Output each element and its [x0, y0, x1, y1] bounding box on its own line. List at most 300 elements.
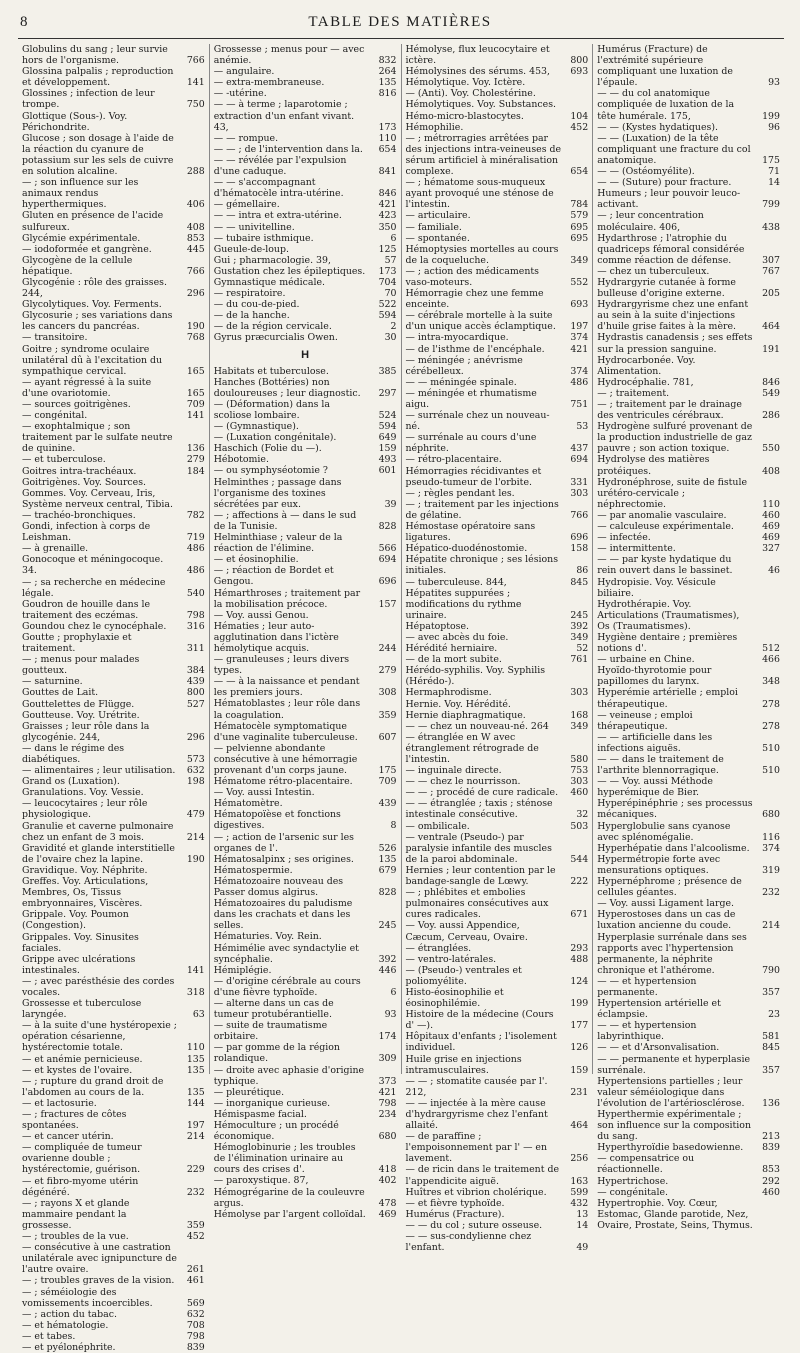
- entry-text: Goitrigènes. Voy. Sources.: [22, 476, 147, 488]
- entry-text: — ; avec parésthésie des cordes vocales.: [22, 975, 175, 998]
- entry-page: 205: [762, 288, 780, 300]
- entry-text: Hyperostoses dans un cas de luxation ancienne du coude.: [597, 909, 736, 932]
- index-entry: [22, 454, 205, 465]
- index-entry: [406, 1098, 589, 1131]
- index-entry: [22, 1309, 205, 1320]
- index-entry: [597, 299, 780, 332]
- entry-text: — ; affections à — dans le sud de la Tunisie.: [213, 509, 357, 532]
- index-entry: [22, 787, 205, 798]
- entry-text: — ; hématome sous-muqueux ayant provoqué une sténose de l'intestin.: [405, 177, 554, 211]
- index-entry: [597, 1076, 780, 1109]
- index-entry: [214, 77, 397, 88]
- index-entry: [406, 643, 589, 654]
- entry-text: Glucose ; son dosage à l'aide de la réaction du cyanure de potassium sur les sels de cuivre en solution alcaline.: [22, 132, 174, 178]
- entry-text: — congénital.: [22, 410, 88, 422]
- entry-text: — — (Luxation) de la tête compliquant une fracture du col anatomique.: [597, 132, 751, 166]
- entry-text: Hémophilie.: [405, 121, 464, 133]
- index-entry: [214, 1087, 397, 1098]
- entry-page: 464: [762, 321, 780, 333]
- entry-page: 244: [378, 642, 397, 654]
- entry-page: 374: [570, 365, 589, 377]
- index-entry: [406, 244, 589, 266]
- entry-page: 32: [576, 809, 589, 821]
- entry-text: Hyperplasie surrénale dans ses rapports avec l'hypertension permanente, la néphrite chronique et l'athérome.: [597, 931, 747, 976]
- index-entry: [214, 233, 397, 244]
- index-entry: [214, 1187, 397, 1209]
- page-header: [0, 8, 800, 36]
- entry-text: — (Déformation) dans la scoliose lombaire.: [213, 398, 330, 421]
- index-entry: [597, 122, 780, 133]
- entry-text: Hématozoaires du paludisme dans les crachats et dans les selles.: [213, 898, 353, 932]
- entry-page: 199: [570, 998, 589, 1010]
- entry-text: — et fièvre typhoïde.: [405, 1197, 505, 1209]
- entry-text: Hypertrophie. Voy. Cœur, Estomac, Glande parotide, Nez, Ovaire, Prostate, Seins, Thymus.: [597, 1197, 753, 1231]
- header-rule: [18, 38, 784, 39]
- entry-page: 116: [762, 831, 780, 843]
- entry-text: — cérébrale mortelle à la suite d'un unique accès éclamptique.: [405, 310, 556, 333]
- index-entry: [597, 821, 780, 843]
- entry-text: Hernies ; leur contention par le bandage-sangle de Lœwy.: [405, 864, 556, 888]
- index-entry: [214, 332, 397, 343]
- entry-text: Glottique (Sous-). Voy. Périchondrite.: [22, 110, 128, 133]
- index-entry: [214, 510, 397, 532]
- index-entry: [22, 233, 205, 244]
- entry-page: 486: [186, 543, 205, 555]
- index-entry: [406, 355, 589, 377]
- entry-page: 6: [390, 986, 397, 998]
- index-entry: [597, 532, 780, 543]
- entry-page: 39: [384, 498, 397, 510]
- entry-text: — (Pseudo-) ventrales et poliomyélite.: [405, 964, 522, 987]
- entry-page: 53: [576, 421, 589, 433]
- entry-page: 579: [570, 210, 589, 222]
- entry-page: 402: [378, 1175, 397, 1187]
- entry-page: 303: [570, 776, 589, 788]
- entry-page: 359: [378, 709, 397, 721]
- index-entry: [214, 809, 397, 831]
- entry-page: 374: [762, 842, 780, 854]
- index-columns: [18, 44, 784, 1353]
- entry-page: 159: [378, 443, 397, 455]
- entry-page: 469: [762, 521, 780, 533]
- entry-text: — de la hanche.: [213, 310, 290, 322]
- index-entry: [406, 832, 589, 865]
- entry-page: 493: [378, 454, 397, 466]
- index-entry: [406, 798, 589, 820]
- index-entry: [406, 122, 589, 133]
- entry-page: 135: [378, 853, 397, 865]
- entry-text: Glycogénie : rôle des graisses. 244,: [22, 276, 167, 300]
- index-entry: [22, 1231, 205, 1242]
- entry-text: — intra-myocardique.: [405, 332, 509, 344]
- index-entry: [406, 77, 589, 88]
- entry-page: 296: [186, 288, 205, 300]
- entry-page: 49: [576, 1242, 589, 1254]
- index-entry: [597, 88, 780, 121]
- entry-text: Hémolyse par l'argent colloïdal.: [213, 1208, 366, 1220]
- entry-page: 439: [378, 798, 397, 810]
- entry-page: 175: [762, 154, 780, 166]
- index-entry: [22, 954, 205, 976]
- entry-text: — ; troubles graves de la vision.: [22, 1275, 175, 1287]
- entry-page: 460: [762, 509, 780, 521]
- index-entry: [22, 998, 205, 1020]
- entry-text: Goundou chez le cynocéphale.: [22, 620, 167, 632]
- entry-text: Hydrargyrisme chez une enfant au sein à la suite d'injections d'huile grise faites à la mère.: [597, 299, 749, 333]
- entry-text: — -utérine.: [213, 88, 267, 100]
- entry-text: — droite avec aphasie d'origine typhique.: [213, 1064, 365, 1087]
- entry-page: 232: [186, 1186, 205, 1198]
- entry-text: — ; leur concentration moléculaire. 406,: [597, 210, 704, 233]
- index-entry: [22, 421, 205, 454]
- entry-page: 704: [378, 276, 397, 288]
- entry-page: 110: [378, 132, 397, 144]
- index-entry: [597, 654, 780, 665]
- entry-page: 766: [186, 55, 205, 67]
- entry-text: — méningée et rhumatisme aigu.: [405, 387, 537, 410]
- entry-text: — — à la naissance et pendant les premiers jours.: [213, 676, 360, 699]
- entry-page: 157: [378, 598, 397, 610]
- entry-page: 214: [762, 920, 780, 932]
- entry-page: 279: [186, 454, 205, 466]
- index-entry: [406, 588, 589, 621]
- index-entry: [406, 1031, 589, 1053]
- entry-text: Hébotomie.: [213, 454, 269, 466]
- index-entry: [597, 454, 780, 476]
- entry-page: 522: [378, 299, 397, 311]
- entry-page: 110: [186, 1042, 205, 1054]
- entry-page: 680: [762, 809, 780, 821]
- entry-text: — — intra et extra-utérine.: [213, 210, 342, 222]
- entry-page: 261: [186, 1264, 205, 1276]
- entry-text: Huîtres et vibrion cholérique.: [405, 1186, 547, 1198]
- entry-text: Hémarthroses ; traitement par la mobilisation précoce.: [213, 587, 361, 610]
- entry-page: 421: [378, 1086, 397, 1098]
- index-entry: [214, 554, 397, 565]
- entry-page: 308: [378, 687, 397, 699]
- entry-text: — — rompue.: [213, 132, 279, 144]
- index-entry: [406, 466, 589, 488]
- index-entry: [597, 355, 780, 377]
- index-entry: [214, 965, 397, 976]
- entry-text: Huile grise en injections intramusculaires.: [405, 1053, 522, 1076]
- entry-text: — de ricin dans le traitement de l'appendicite aiguë.: [405, 1164, 560, 1187]
- entry-page: 693: [570, 299, 589, 311]
- entry-page: 141: [186, 410, 205, 422]
- entry-page: 438: [762, 221, 780, 233]
- index-entry: [406, 865, 589, 887]
- index-entry: [22, 710, 205, 721]
- entry-page: 163: [570, 1175, 589, 1187]
- index-entry: [597, 1198, 780, 1231]
- index-entry: [406, 44, 589, 66]
- index-entry: [597, 843, 780, 854]
- index-entry: [22, 554, 205, 576]
- index-entry: [406, 721, 589, 732]
- entry-page: 671: [570, 909, 589, 921]
- entry-page: 527: [186, 698, 205, 710]
- entry-page: 408: [186, 221, 205, 233]
- entry-page: 437: [570, 443, 589, 455]
- index-entry: [214, 310, 397, 321]
- index-entry: [214, 1142, 397, 1175]
- index-entry: [214, 88, 397, 99]
- entry-page: 296: [186, 731, 205, 743]
- entry-text: Hémoculture ; un procédé économique.: [213, 1120, 339, 1143]
- entry-page: 695: [570, 221, 589, 233]
- entry-text: — ; réaction de Bordet et Gengou.: [213, 565, 334, 588]
- entry-page: 632: [186, 1308, 205, 1320]
- entry-text: Hydronéphrose, suite de fistule urétéro-cervicale ; néphrectomie.: [597, 476, 748, 510]
- entry-text: — infectée.: [597, 532, 651, 544]
- entry-page: 349: [570, 631, 589, 643]
- entry-text: Hanches (Bottéries) non douloureuses ; leur diagnostic.: [213, 376, 361, 399]
- index-entry: [22, 654, 205, 676]
- index-entry: [406, 776, 589, 787]
- entry-page: 452: [570, 121, 589, 133]
- entry-text: Gluten en présence de l'acide sulfureux.: [22, 210, 164, 233]
- entry-page: 594: [378, 421, 397, 433]
- entry-page: 373: [378, 1075, 397, 1087]
- entry-text: — extra-membraneuse.: [213, 77, 325, 89]
- entry-page: 213: [762, 1131, 780, 1143]
- entry-text: Hypertension artérielle et éclampsie.: [597, 998, 721, 1021]
- index-column: [18, 44, 209, 1353]
- entry-page: 63: [192, 1009, 205, 1021]
- index-entry: [214, 621, 397, 654]
- entry-page: 486: [186, 565, 205, 577]
- entry-text: Grippe avec ulcérations intestinales.: [22, 953, 136, 976]
- index-entry: [214, 199, 397, 210]
- entry-page: 766: [570, 509, 589, 521]
- index-entry: [22, 66, 205, 88]
- entry-text: Hernie diaphragmatique.: [405, 709, 526, 721]
- entry-text: Hémorragies récidivantes et pseudo-tumeur de l'orbite.: [405, 465, 542, 488]
- entry-text: Gymnastique médicale.: [213, 276, 326, 288]
- entry-page: 214: [186, 1131, 205, 1143]
- entry-text: — ; son influence sur les animaux rendus hyperthermiques.: [22, 177, 139, 211]
- entry-page: 406: [186, 199, 205, 211]
- entry-page: 709: [186, 399, 205, 410]
- index-entry: [406, 177, 589, 210]
- entry-page: 222: [570, 876, 589, 888]
- entry-text: — spontanée.: [405, 232, 470, 244]
- entry-text: — transitoire.: [22, 332, 88, 344]
- entry-text: Grippales. Voy. Sinusites faciales.: [22, 931, 139, 954]
- entry-page: 2: [390, 321, 397, 333]
- index-entry: [597, 1153, 780, 1175]
- entry-page: 392: [570, 620, 589, 632]
- entry-page: 708: [186, 1319, 205, 1331]
- index-entry: [214, 366, 397, 377]
- entry-text: Gravidité et glande interstitielle de l'ovaire chez la lapine.: [22, 842, 175, 865]
- index-entry: [597, 932, 780, 976]
- index-entry: [22, 1198, 205, 1231]
- entry-page: 286: [762, 410, 780, 422]
- entry-text: — d'origine cérébrale au cours d'une fièvre typhoïde.: [213, 975, 361, 998]
- index-entry: [597, 210, 780, 232]
- index-entry: [406, 710, 589, 721]
- entry-text: Hémo-micro-blastocytes.: [405, 110, 524, 122]
- index-entry: [406, 99, 589, 110]
- entry-page: 96: [768, 121, 780, 133]
- entry-text: Hématozoaire nouveau des Passer domus algirus.: [213, 875, 344, 899]
- entry-text: Helminthiase ; valeur de la réaction de l'élimine.: [213, 532, 343, 555]
- entry-text: — ; menus pour malades goutteux.: [22, 654, 140, 677]
- index-entry: [214, 454, 397, 465]
- entry-page: 232: [762, 887, 780, 899]
- entry-page: 297: [378, 387, 397, 399]
- entry-page: 594: [378, 310, 397, 322]
- entry-page: 125: [378, 243, 397, 255]
- entry-page: 173: [378, 121, 397, 133]
- index-entry: [406, 1164, 589, 1186]
- index-entry: [22, 344, 205, 377]
- entry-page: 86: [576, 565, 589, 577]
- entry-page: 331: [570, 476, 589, 488]
- entry-text: Greffes. Voy. Articulations, Membres, Os, Tissus embryonnaires, Viscères.: [22, 876, 149, 910]
- index-entry: [22, 743, 205, 765]
- index-entry: [406, 687, 589, 698]
- index-entry: [597, 477, 780, 510]
- index-entry: [406, 543, 589, 554]
- entry-page: 93: [768, 77, 780, 89]
- index-entry: [597, 399, 780, 421]
- entry-page: 158: [570, 543, 589, 555]
- index-entry: [406, 920, 589, 942]
- entry-page: 136: [186, 443, 205, 455]
- entry-page: 552: [570, 276, 589, 288]
- entry-text: Hydrocéphalie. 781,: [597, 376, 694, 388]
- entry-page: 307: [762, 254, 780, 266]
- index-entry: [597, 898, 780, 909]
- entry-text: — — étranglée ; taxis ; sténose intestinale consécutive.: [405, 798, 553, 821]
- entry-text: Hermaphrodisme.: [405, 687, 492, 699]
- entry-text: Haschich (Folie du —).: [213, 443, 322, 455]
- index-entry: [597, 687, 780, 709]
- entry-page: 846: [378, 188, 397, 200]
- index-entry: [22, 821, 205, 843]
- entry-text: — du cou-de-pied.: [213, 299, 300, 311]
- index-entry: [597, 1176, 780, 1187]
- index-entry: [597, 521, 780, 532]
- entry-text: Hyperglobulie sans cyanose avec splénomégalie.: [597, 820, 731, 843]
- index-entry: [214, 721, 397, 743]
- index-entry: [214, 44, 397, 66]
- entry-text: — tubaire isthmique.: [213, 232, 314, 244]
- index-entry: [406, 133, 589, 177]
- index-entry: [597, 377, 780, 388]
- entry-page: 486: [570, 376, 589, 388]
- entry-text: Granulations. Voy. Vessie.: [22, 787, 144, 799]
- index-entry: [406, 266, 589, 288]
- entry-page: 828: [378, 520, 397, 532]
- entry-text: — ; action des médicaments vaso-moteurs.: [405, 265, 539, 288]
- index-entry: [597, 909, 780, 931]
- entry-text: — et kystes de l'ovaire.: [22, 1064, 133, 1076]
- entry-page: 141: [186, 964, 205, 976]
- entry-text: — ; rayons X et glande mammaire pendant la grossesse.: [22, 1197, 130, 1231]
- index-entry: [597, 277, 780, 299]
- entry-page: 649: [378, 432, 397, 444]
- index-entry: [406, 111, 589, 122]
- entry-page: 245: [570, 609, 589, 621]
- index-entry: [406, 821, 589, 832]
- entry-text: — de paraffine ; l'empoisonnement par l' — en lavement.: [405, 1131, 548, 1165]
- entry-page: 278: [762, 720, 780, 732]
- index-entry: [214, 1175, 397, 1186]
- index-entry: [406, 1187, 589, 1198]
- entry-text: — ; traitement par le drainage des ventricules cérébraux.: [597, 399, 742, 422]
- entry-text: — granuleuses ; leurs divers types.: [213, 654, 350, 677]
- entry-text: Gouttes de Lait.: [22, 687, 99, 699]
- index-entry: [22, 1331, 205, 1342]
- entry-page: 580: [570, 754, 589, 765]
- index-entry: [214, 876, 397, 898]
- entry-text: — ; sa recherche en médecine légale.: [22, 576, 166, 599]
- index-entry: [406, 1231, 589, 1253]
- entry-page: 316: [186, 620, 205, 632]
- entry-text: Gondi, infection à corps de Leishman.: [22, 521, 151, 544]
- entry-text: Hyperhépatie dans l'alcoolisme.: [597, 842, 750, 854]
- entry-page: 845: [570, 576, 589, 588]
- entry-text: Glycogène de la cellule hépatique.: [22, 254, 133, 277]
- index-entry: [22, 676, 205, 687]
- entry-text: Hématopoïèse et fonctions digestives.: [213, 809, 341, 832]
- entry-text: — ayant régressé à la suite d'une ovariotomie.: [22, 376, 152, 399]
- entry-text: — et hématologie.: [22, 1319, 109, 1331]
- entry-text: — ; traitement.: [597, 387, 670, 399]
- entry-page: 13: [576, 1208, 589, 1220]
- entry-page: 816: [378, 88, 397, 100]
- index-entry: [22, 843, 205, 865]
- index-entry: [22, 399, 205, 410]
- index-entry: [406, 222, 589, 233]
- entry-page: 288: [186, 166, 205, 178]
- index-entry: [214, 255, 397, 266]
- index-entry: [597, 1109, 780, 1142]
- index-entry: [597, 177, 780, 188]
- entry-text: Hémostase opératoire sans ligatures.: [405, 521, 536, 544]
- index-entry: [597, 233, 780, 266]
- entry-text: — par gomme de la région rolandique.: [213, 1042, 340, 1065]
- index-entry: [22, 44, 205, 66]
- entry-text: Hyperthyroïdie basedowienne.: [597, 1142, 744, 1154]
- entry-page: 168: [570, 709, 589, 721]
- entry-page: 461: [186, 1275, 205, 1287]
- entry-page: 93: [384, 1009, 397, 1021]
- entry-text: Goitre ; syndrome oculaire unilatéral dû à l'excitation du sympathique cervical.: [22, 343, 163, 377]
- entry-page: 423: [378, 210, 397, 222]
- entry-text: Hémoglobinurie ; les troubles de l'élimination urinaire au cours des crises d'.: [213, 1142, 356, 1176]
- index-entry: [214, 532, 397, 554]
- entry-page: 6: [390, 232, 397, 244]
- entry-text: — ; rupture du grand droit de l'abdomen au cours de la.: [22, 1075, 164, 1098]
- entry-text: Goudron de houille dans le traitement des eczémas.: [22, 598, 151, 621]
- entry-text: Hérédité herniaire.: [405, 643, 498, 655]
- entry-page: 384: [186, 665, 205, 677]
- index-entry: [22, 255, 205, 277]
- entry-text: Hématome rétro-placentaire.: [213, 776, 353, 788]
- entry-text: — dans le régime des diabétiques.: [22, 742, 125, 765]
- entry-text: — alimentaires ; leur utilisation.: [22, 765, 176, 777]
- entry-text: — leucocytaires ; leur rôle physiologique.: [22, 798, 148, 821]
- entry-text: Hématocèle symptomatique d'une vaginalite tuberculeuse.: [213, 720, 358, 743]
- index-entry: [214, 1098, 397, 1109]
- index-entry: [406, 1198, 589, 1209]
- entry-text: Hématoblastes ; leur rôle dans la coagulation.: [213, 698, 361, 721]
- index-entry: [214, 832, 397, 854]
